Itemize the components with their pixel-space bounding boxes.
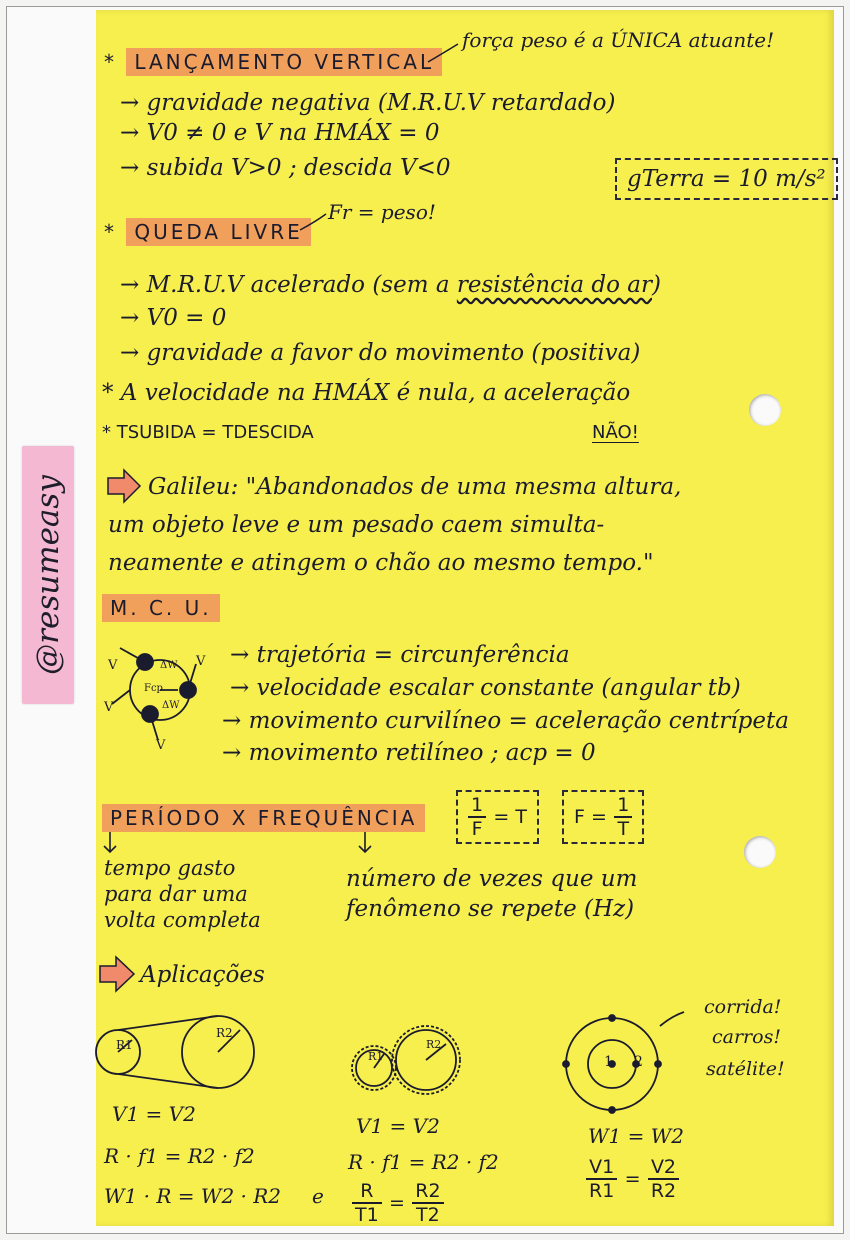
periodo-heading: PERÍODO X FREQUÊNCIA xyxy=(102,806,425,830)
gravity-box: gTerra = 10 m/s² xyxy=(615,158,838,200)
queda-item-2: → V0 = 0 xyxy=(120,305,227,331)
lancamento-item-1: → gravidade negativa (M.R.U.V retardado) xyxy=(120,90,616,116)
col3-eq-1: W1 = W2 xyxy=(588,1124,685,1148)
pulley-label-r2: R2 xyxy=(216,1026,233,1040)
periodo-right-arrow xyxy=(359,832,371,852)
galileu-line-3: neamente e atingem o chão ao mesmo tempo." xyxy=(108,550,654,576)
col3-eq-2: $\frac{V1}{R1}$ = $\frac{V2}{R2}$ xyxy=(586,1156,679,1202)
lancamento-item-2: → V0 ≠ 0 e V na HMÁX = 0 xyxy=(120,120,440,146)
col2-eq-3: $\frac{R}{T1}$ = $\frac{R2}{T2}$ xyxy=(352,1180,444,1226)
periodo-right-def-1: número de vezes que um xyxy=(346,866,638,892)
formula-box-t: $\frac{1}{F}$ = T xyxy=(456,790,539,844)
mcu-item-4: → movimento retilíneo ; acp = 0 xyxy=(222,740,596,766)
queda-note: Fr = peso! xyxy=(328,200,436,224)
galileu-line-2: um objeto leve e um pesado caem simulta- xyxy=(108,512,605,538)
col1-eq-3-suffix: e xyxy=(312,1184,324,1208)
mcu-item-1: → trajetória = circunferência xyxy=(230,642,570,668)
mcu-label-v-1: V xyxy=(108,658,118,673)
queda-heading: * QUEDA LIVRE xyxy=(104,220,311,244)
mcu-label-v-2: V xyxy=(196,654,206,669)
col2-eq-2: R · f1 = R2 · f2 xyxy=(348,1150,499,1174)
periodo-left-def-3: volta completa xyxy=(104,908,261,932)
handle-text: @resumeasy xyxy=(30,475,66,675)
obs-nao: NÃO! xyxy=(592,422,639,443)
lancamento-item-3: → subida V>0 ; descida V<0 xyxy=(120,155,451,181)
mcu-label-v-4: V xyxy=(156,738,166,753)
mcu-heading: M. C. U. xyxy=(102,596,220,620)
col1-eq-1: V1 = V2 xyxy=(112,1102,196,1126)
mcu-item-3: → movimento curvilíneo = aceleração centrípeta xyxy=(222,708,789,734)
gear-label-r1: R1 xyxy=(368,1050,384,1063)
mcu-label-dw-2: ΔW xyxy=(162,700,180,711)
col3-note-3: satélite! xyxy=(706,1058,785,1080)
lancamento-heading: * LANÇAMENTO VERTICAL xyxy=(104,50,442,74)
mcu-circle-diagram xyxy=(112,648,196,740)
periodo-left-def-2: para dar uma xyxy=(104,882,248,906)
periodo-left-def-1: tempo gasto xyxy=(104,856,236,880)
col2-eq-1: V1 = V2 xyxy=(356,1114,440,1138)
col3-note-1: corrida! xyxy=(704,996,782,1018)
col1-eq-2: R · f1 = R2 · f2 xyxy=(104,1144,255,1168)
galileu-arrow-icon xyxy=(108,470,140,502)
gear-label-r2: R2 xyxy=(426,1038,442,1051)
mcu-item-2: → velocidade escalar constante (angular tb) xyxy=(230,675,741,701)
periodo-right-def-2: fenômeno se repete (Hz) xyxy=(346,896,635,922)
mcu-label-dw-1: ΔW xyxy=(160,660,178,671)
queda-note-arrow xyxy=(300,214,326,230)
mcu-label-v-3: V xyxy=(104,700,114,715)
lancamento-note: força peso é a ÚNICA atuante! xyxy=(462,28,775,52)
col3-note-2: carros! xyxy=(712,1026,781,1048)
circle-label-2: 2 xyxy=(634,1054,643,1070)
formula-box-f: F = $\frac{1}{T}$ xyxy=(562,790,644,844)
col1-eq-3: W1 · R = W2 · R2 xyxy=(104,1184,282,1208)
concentric-circles-diagram xyxy=(563,1012,684,1113)
aplicacoes-heading: Aplicações xyxy=(140,962,265,988)
circle-label-1: 1 xyxy=(604,1054,613,1070)
mcu-label-fcp: Fcp xyxy=(144,683,163,694)
obs-line-2: * TSUBIDA = TDESCIDA xyxy=(102,422,314,443)
queda-item-1: → M.R.U.V acelerado (sem a resistência do ar) xyxy=(120,272,661,298)
queda-item-3: → gravidade a favor do movimento (positiva) xyxy=(120,340,641,366)
lancamento-note-arrow xyxy=(428,44,458,62)
galileu-line-1: Galileu: "Abandonados de uma mesma altura, xyxy=(148,474,682,500)
pulley-label-r1: R1 xyxy=(116,1038,133,1052)
periodo-left-arrow xyxy=(104,832,116,852)
aplicacoes-arrow-icon xyxy=(100,957,134,991)
obs-line-1: * A velocidade na HMÁX é nula, a aceleração xyxy=(102,380,631,406)
air-resistance-wavy: resistência do ar xyxy=(456,272,652,298)
